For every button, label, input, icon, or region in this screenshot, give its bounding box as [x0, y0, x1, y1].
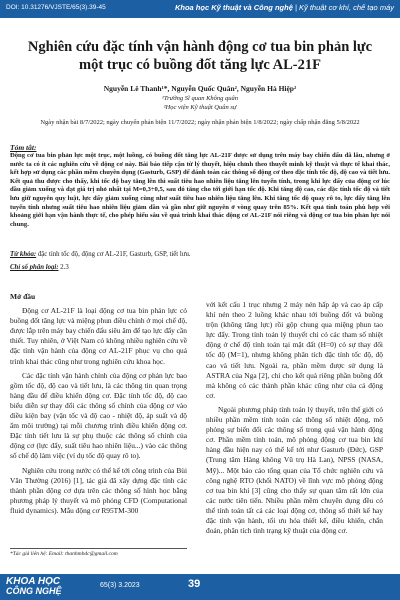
keywords-value: đặc tính tốc độ, động cơ AL-21F, Gasturb, GSP, tiết lưu.	[36, 251, 191, 258]
paragraph: Nghiên cứu trong nước có thể kể tới công trình của Bùi Văn Thường (2016) [1], tác giả đã xây dựng đặc tính các thành phần động cơ dựa trên các thông số hình học bằng phương pháp lý thuyết và mô phỏng CFD (Computational fluid dynamics). Mẫu động cơ R95TM-300	[10, 465, 187, 515]
journal-logo	[6, 576, 76, 598]
submission-dates: Ngày nhận bài 8/7/2022; ngày chuyển phản biện 11/7/2022; ngày nhận phản biện 1/8/2022; ngày chấp nhận đăng 5/8/2022	[40, 119, 360, 126]
affiliation-1: ¹Trường Sĩ quan Không quân	[161, 95, 239, 102]
paragraph: Ngoài phương pháp tính toán lý thuyết, trên thế giới có nhiều phần mềm tính toán các thông số nhiệt động, mô phỏng sự biến đổi các thông số trong quá vận hành động cơ. Phần mềm tính toán, mô phỏng động cơ tua bin khí hàng đầu hiện nay có thể kể tới như Gasturb (Đức), GSP (Trung tâm Hàng không Vũ trụ Hà Lan), NPSS (NASA, Mỹ)... Một báo cáo tổng quan của Tổ chức nghiên cứu và công nghệ RTO (khối NATO) về lĩnh vực mô phỏng động cơ tua bin khí [3] cũng cho thấy sự quan tâm rất lớn của các nước tiên tiến. Nhiều phần mềm chuyên dụng đều có thể tính toán tất cả các loại động cơ, thông số thiết kế hay đặc tính vận hành, tối ưu hóa thiết kế, điều khiển, chẩn đoán, phân tích tình trạng kỹ thuật của động cơ.	[206, 404, 383, 536]
section-heading: Mở đầu	[10, 292, 36, 301]
left-column	[10, 282, 187, 520]
doi-text: DOI: 10.31276/VJSTE/65(3).39-45	[6, 4, 106, 11]
page-number: 39	[188, 578, 201, 590]
journal-title	[175, 3, 394, 12]
paragraph: Động cơ AL-21F là loại động cơ tua bin phản lực có buồng đốt tăng lực và miệng phun điều chỉnh ở mọi chế độ, được lắp trên máy bay chiến đấu siêu âm để tạo lực đẩy cần thiết. Tuy nhiên, ở Việt Nam có không nhiều nghiên cứu về đặc tính vận hành của động cơ AL-21F phục vụ cho quá trình khai thác cũng như trong nghiên cứu khoa học.	[10, 306, 187, 366]
affiliation-2: ²Học viện Kỹ thuật Quân sự	[163, 104, 237, 111]
keywords-label: Từ khóa:	[10, 251, 37, 258]
abstract-text: Động cơ tua bin phản lực một trục, một luồng, có buồng đốt tăng lực AL-21F được sử dụng trên máy bay chiến đấu đã lâu, nhưng ở nước ta có ít các nghiên cứu về động cơ này. Bài báo tiếp cận từ lý thuyết, hiệu chỉnh theo thuyết minh kỹ thuật và thực tế khai thác, kết hợp sử dụng các phần mềm chuyên dụng (Gasturb, GSP) để đánh toàn các thông số động cơ theo đặc tính tốc độ, độ cao và tiết lưu. Kết quả thu được cho thấy, khi tốc độ bay tăng lên thì suất tiêu hao nhiên liệu tăng lên tuyến tính, trong khi lực đẩy của động cơ lúc đầu giảm xuống và đạt giá trị nhỏ nhất tại M=0,3÷0,5, sau đó tăng cho tới giới hạn tốc độ. Khi tăng độ cao, các đặc tính tốc độ và tiết lưu giữ nguyên quy luật, lực đẩy giảm xuống cùng như suất tiêu hao nhiên liệu tăng lên. Khi tăng tốc độ quay rô to, lực đẩy tăng lên tuyến tính nhưng suất tiêu hao nhiên liệu giảm dần và gần như giữ nguyên ở vòng quay trên 85%. Kết quả tính toán phù hợp với khoảng giới hạn vận hành thực tế, cho phép hiểu sâu về quá trình khai thác động cơ AL-21F nói riêng và động cơ tua bin phản lực nói chung.	[10, 152, 390, 228]
journal-header-bar	[0, 0, 400, 18]
article-title: Nghiên cứu đặc tính vận hành động cơ tua bin phản lực một trục có buồng đốt tăng lực AL-21F	[27, 39, 373, 73]
classification-label: Chỉ số phân loại:	[10, 264, 59, 271]
journal-title-rest: | Kỹ thuật cơ khí, chế tạo máy	[292, 3, 394, 12]
keywords	[10, 251, 390, 258]
classification	[10, 264, 69, 271]
author-list: Nguyễn Lê Thanh¹*, Nguyễn Quốc Quân², Nguyễn Hà Hiệp²	[103, 84, 297, 93]
right-column	[206, 300, 383, 540]
abstract-label: Tóm tắt:	[10, 143, 37, 152]
logo-line-1: KHOA HỌC	[6, 576, 61, 587]
paragraph: Các đặc tính vận hành chính của động cơ phản lực bao gồm tốc độ, độ cao và tiết lưu, là các thông tin quan trọng hàng đầu để điều khiển động cơ. Đặc tính tốc độ, độ cao biểu diễn sự thay đổi các thông số chính của động cơ vào điều kiện bay (vận tốc và độ cao - nhiệt độ, áp suất và độ ẩm môi trường) tại mỗi chương trình điều khiển động cơ. Đặc tính tiết lưu là sự phụ thuộc các thông số chính của động cơ (lực đẩy, suất tiêu hao nhiên liệu...) vào các thông số chế độ làm việc (ví dụ tốc độ quay rô to).	[10, 370, 187, 461]
logo-line-2: CÔNG NGHỆ	[6, 586, 62, 596]
paragraph: với kết cấu 1 trục nhưng 2 máy nén hấp áp và cao áp cấp khí nén theo 2 luồng khác nhau tới buồng đốt và buồng trộn (không tăng lực) rồi gộp chung qua miệng phun tao lực đẩy. Trong tính toán lý thuyết chỉ có các tham số nhiệt động ở chế độ tính toán tại mặt đất (H=0) có sự thay đổi tốc độ (M=1), nhưng không phân tích đặc tính tốc độ, độ cao và tiết lưu. Ngoài ra, phần mềm được sử dụng là ASTRA của Nga [2], chỉ cho kết quả riêng phần buồng đốt mà không có các thành phần khác cũng như của cả động cơ.	[206, 300, 383, 400]
journal-title-bold: Khoa học Kỹ thuật và Công nghệ	[174, 3, 293, 12]
issue-number: 65(3) 3.2023	[100, 582, 140, 589]
classification-value: 2.3	[58, 264, 69, 271]
corresponding-author-footnote: *Tác giả liên hệ: Email: thanhmbdc@gmail.com	[10, 548, 187, 557]
